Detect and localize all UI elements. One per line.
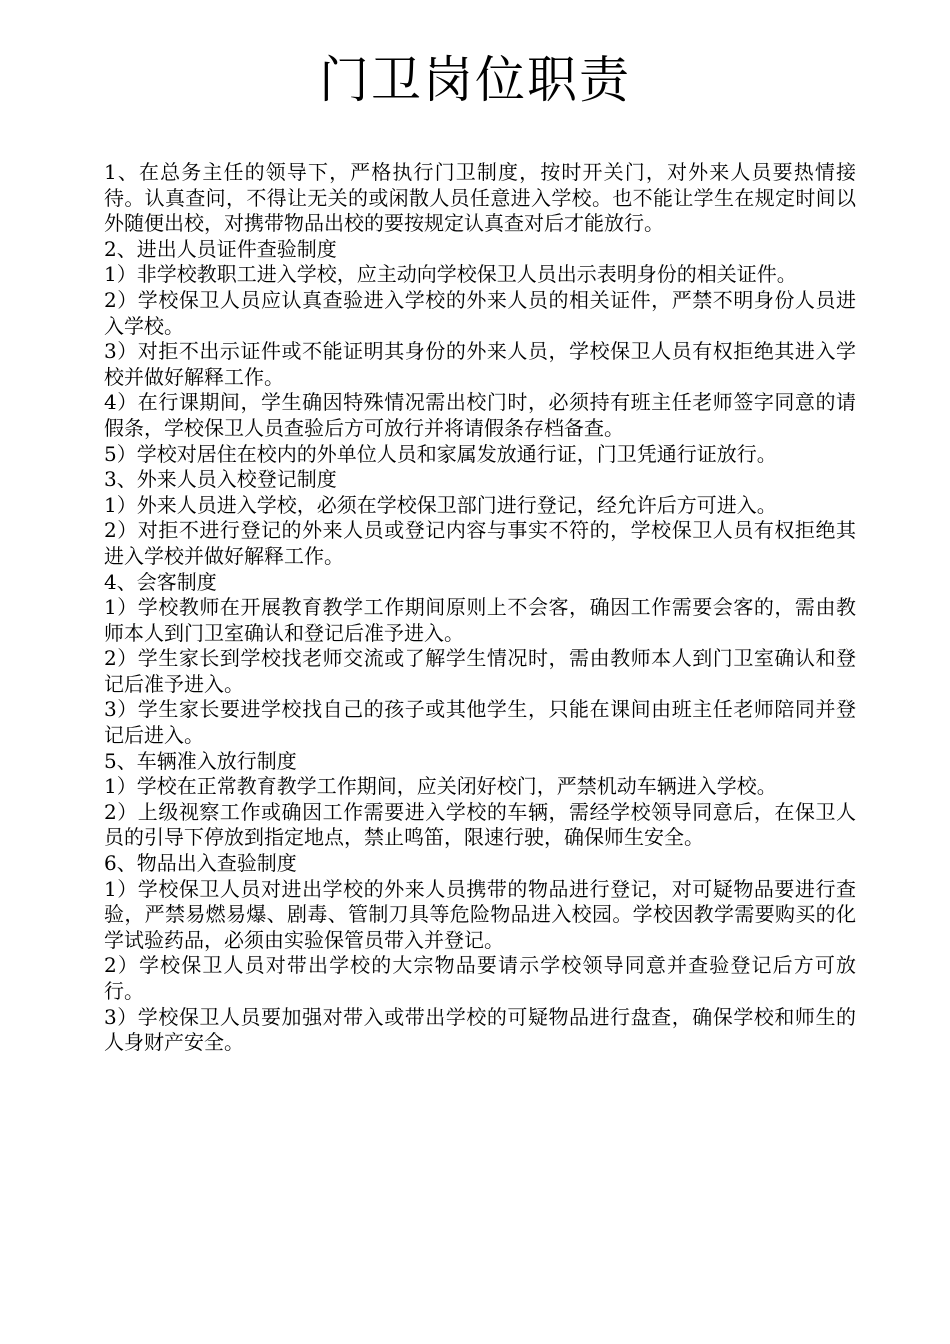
rule-item: 3）学生家长要进学校找自己的孩子或其他学生，只能在课间由班主任老师陪同并登记后进入。 — [104, 697, 856, 748]
rule-item: 2）对拒不进行登记的外来人员或登记内容与事实不符的，学校保卫人员有权拒绝其进入学校并做好解释工作。 — [104, 518, 856, 568]
document-title: 门卫岗位职责 — [319, 51, 631, 109]
rule-item: 4）在行课期间，学生确因特殊情况需出校门时，必须持有班主任老师签字同意的请假条，学校保卫人员查验后方可放行并将请假条存档备查。 — [104, 390, 856, 440]
section-heading: 6、物品出入查验制度 — [104, 851, 297, 876]
section-heading: 3、外来人员入校登记制度 — [104, 467, 337, 492]
duty-paragraph: 1、在总务主任的领导下，严格执行门卫制度，按时开关门，对外来人员要热情接待。认真查问，不得让无关的或闲散人员任意进入学校。也不能让学生在规定时间以外随便出校，对携带物品出校的要按规定认真查对后才能放行。 — [104, 160, 856, 236]
rule-item: 3）学校保卫人员要加强对带入或带出学校的可疑物品进行盘查，确保学校和师生的人身财产安全。 — [104, 1004, 856, 1055]
rule-item: 2）学校保卫人员应认真查验进入学校的外来人员的相关证件，严禁不明身份人员进入学校。 — [104, 287, 856, 338]
rule-item: 1）外来人员进入学校，必须在学校保卫部门进行登记，经允许后方可进入。 — [104, 492, 777, 517]
rule-item: 2）学生家长到学校找老师交流或了解学生情况时，需由教师本人到门卫室确认和登记后准予进入。 — [104, 646, 856, 696]
rule-item: 2）上级视察工作或确因工作需要进入学校的车辆，需经学校领导同意后，在保卫人员的引导下停放到指定地点，禁止鸣笛，限速行驶，确保师生安全。 — [104, 799, 856, 850]
rule-item: 1）非学校教职工进入学校，应主动向学校保卫人员出示表明身份的相关证件。 — [104, 262, 797, 287]
rule-item: 1）学校教师在开展教育教学工作期间原则上不会客，确因工作需要会客的，需由教师本人到门卫室确认和登记后准予进入。 — [104, 595, 856, 645]
rule-item: 5）学校对居住在校内的外单位人员和家属发放通行证，门卫凭通行证放行。 — [104, 441, 777, 466]
rule-item: 1）学校保卫人员对进出学校的外来人员携带的物品进行登记，对可疑物品要进行查验，严禁易燃易爆、剧毒、管制刀具等危险物品进入校园。学校因教学需要购买的化学试验药品，必须由实验保管员带入并登记。 — [104, 876, 856, 952]
section-heading: 2、进出人员证件查验制度 — [104, 236, 337, 261]
document-body — [104, 160, 856, 1056]
rule-item: 1）学校在正常教育教学工作期间，应关闭好校门，严禁机动车辆进入学校。 — [104, 774, 777, 799]
rule-item: 3）对拒不出示证件或不能证明其身份的外来人员，学校保卫人员有权拒绝其进入学校并做好解释工作。 — [104, 339, 856, 389]
rule-item: 2）学校保卫人员对带出学校的大宗物品要请示学校领导同意并查验登记后方可放行。 — [104, 953, 856, 1003]
section-heading: 4、会客制度 — [104, 569, 217, 594]
section-heading: 5、车辆准入放行制度 — [104, 748, 297, 773]
